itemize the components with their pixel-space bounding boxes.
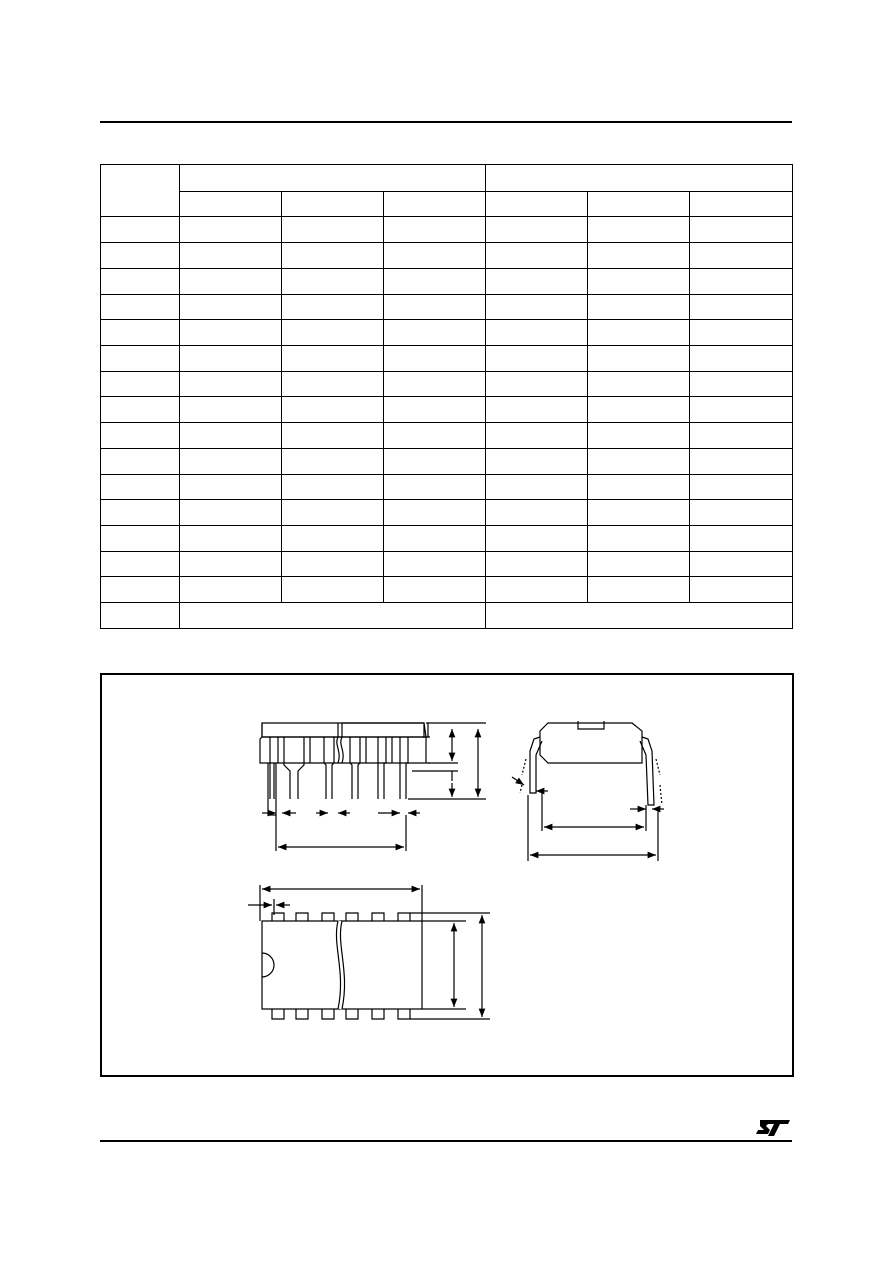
dimension-label-cell	[101, 551, 180, 577]
package-drawing	[102, 675, 792, 1075]
dimension-label-cell	[101, 294, 180, 320]
table-cell	[486, 500, 588, 526]
table-cell	[180, 448, 282, 474]
table-row	[101, 448, 793, 474]
table-row	[101, 603, 793, 629]
table-row	[101, 243, 793, 269]
table-cell	[384, 320, 486, 346]
table-row	[101, 294, 793, 320]
table-cell	[282, 448, 384, 474]
table-cell	[690, 577, 793, 603]
dimension-label-cell	[101, 320, 180, 346]
header-rule	[100, 121, 792, 123]
header-typ	[588, 191, 690, 217]
table-cell	[486, 397, 588, 423]
header-group-mm	[180, 165, 486, 192]
table-cell	[180, 268, 282, 294]
table-cell	[282, 551, 384, 577]
table-cell	[180, 474, 282, 500]
table-cell	[486, 525, 588, 551]
table-cell	[690, 320, 793, 346]
table-cell	[282, 320, 384, 346]
dimension-label-cell	[101, 243, 180, 269]
table-cell	[180, 525, 282, 551]
dimension-label-cell	[101, 268, 180, 294]
table-cell	[588, 268, 690, 294]
table-cell	[282, 577, 384, 603]
table-cell	[486, 448, 588, 474]
table-cell	[690, 448, 793, 474]
table-cell	[282, 346, 384, 372]
table-cell	[690, 217, 793, 243]
table-cell	[384, 500, 486, 526]
table-cell	[588, 294, 690, 320]
table-cell	[588, 525, 690, 551]
dimension-label-cell	[101, 448, 180, 474]
table-cell	[486, 577, 588, 603]
footer-rule	[100, 1140, 792, 1142]
table-cell	[486, 243, 588, 269]
table-cell	[690, 525, 793, 551]
package-outline-figure	[100, 673, 794, 1077]
table-cell	[282, 371, 384, 397]
table-cell	[180, 551, 282, 577]
header-typ	[282, 191, 384, 217]
table-row	[101, 525, 793, 551]
table-cell	[690, 500, 793, 526]
table-cell	[180, 423, 282, 449]
table-row	[101, 371, 793, 397]
table-cell	[384, 294, 486, 320]
table-cell	[690, 268, 793, 294]
st-logo-icon	[754, 1116, 792, 1138]
table-cell	[180, 320, 282, 346]
table-cell	[486, 294, 588, 320]
dimension-label-cell	[101, 371, 180, 397]
table-cell	[690, 397, 793, 423]
end-view	[512, 721, 664, 861]
table-cell	[282, 397, 384, 423]
dimension-label-cell	[101, 346, 180, 372]
table-cell	[588, 423, 690, 449]
table-cell	[282, 217, 384, 243]
table-cell	[588, 500, 690, 526]
top-view	[248, 885, 490, 1019]
table-cell	[384, 448, 486, 474]
header-max	[384, 191, 486, 217]
header-min	[486, 191, 588, 217]
table-cell	[588, 243, 690, 269]
table-cell	[588, 346, 690, 372]
table-cell	[180, 294, 282, 320]
table-cell	[384, 243, 486, 269]
dimensions-table	[100, 164, 793, 629]
table-cell	[690, 474, 793, 500]
table-cell	[588, 448, 690, 474]
dimension-label-cell	[101, 525, 180, 551]
table-cell	[486, 474, 588, 500]
table-cell	[384, 423, 486, 449]
table-cell	[282, 500, 384, 526]
table-row	[101, 268, 793, 294]
dimension-label-cell	[101, 474, 180, 500]
dimension-label-cell	[101, 423, 180, 449]
header-max	[690, 191, 793, 217]
table-row	[101, 423, 793, 449]
table-cell	[384, 474, 486, 500]
header-dim-cell	[101, 165, 180, 217]
table-row	[101, 474, 793, 500]
table-cell	[690, 243, 793, 269]
table-cell	[486, 346, 588, 372]
table-cell	[180, 603, 486, 629]
table-cell	[690, 423, 793, 449]
table-cell	[588, 217, 690, 243]
table-cell	[384, 551, 486, 577]
table-cell	[180, 346, 282, 372]
table-subheader-row	[101, 191, 793, 217]
dimension-label-cell	[101, 603, 180, 629]
header-group-inch	[486, 165, 793, 192]
table-cell	[486, 423, 588, 449]
table-cell	[180, 397, 282, 423]
table-cell	[690, 551, 793, 577]
table-cell	[486, 217, 588, 243]
table-cell	[180, 243, 282, 269]
table-cell	[180, 217, 282, 243]
table-cell	[486, 371, 588, 397]
table-cell	[690, 346, 793, 372]
table-cell	[282, 243, 384, 269]
table-cell	[588, 397, 690, 423]
table-cell	[282, 268, 384, 294]
table-cell	[690, 294, 793, 320]
table-cell	[588, 474, 690, 500]
table-cell	[282, 525, 384, 551]
table-cell	[282, 423, 384, 449]
table-row	[101, 577, 793, 603]
dimension-label-cell	[101, 577, 180, 603]
table-cell	[690, 371, 793, 397]
table-cell	[180, 577, 282, 603]
table-cell	[384, 577, 486, 603]
table-cell	[588, 320, 690, 346]
dimension-label-cell	[101, 500, 180, 526]
table-cell	[282, 294, 384, 320]
table-cell	[180, 500, 282, 526]
table-header-row	[101, 165, 793, 192]
table-cell	[282, 474, 384, 500]
side-view	[260, 723, 486, 851]
table-cell	[588, 371, 690, 397]
table-row	[101, 500, 793, 526]
dimension-label-cell	[101, 397, 180, 423]
table-cell	[384, 217, 486, 243]
table-row	[101, 397, 793, 423]
table-cell	[180, 371, 282, 397]
dimension-label-cell	[101, 217, 180, 243]
table-cell	[486, 603, 793, 629]
table-cell	[486, 320, 588, 346]
table-cell	[486, 551, 588, 577]
table-cell	[384, 346, 486, 372]
table-row	[101, 320, 793, 346]
table-cell	[588, 577, 690, 603]
table-row	[101, 551, 793, 577]
table-row	[101, 217, 793, 243]
header-min	[180, 191, 282, 217]
table-cell	[384, 525, 486, 551]
table-cell	[384, 268, 486, 294]
table-cell	[384, 397, 486, 423]
table-cell	[588, 551, 690, 577]
table-cell	[384, 371, 486, 397]
table-cell	[486, 268, 588, 294]
table-row	[101, 346, 793, 372]
